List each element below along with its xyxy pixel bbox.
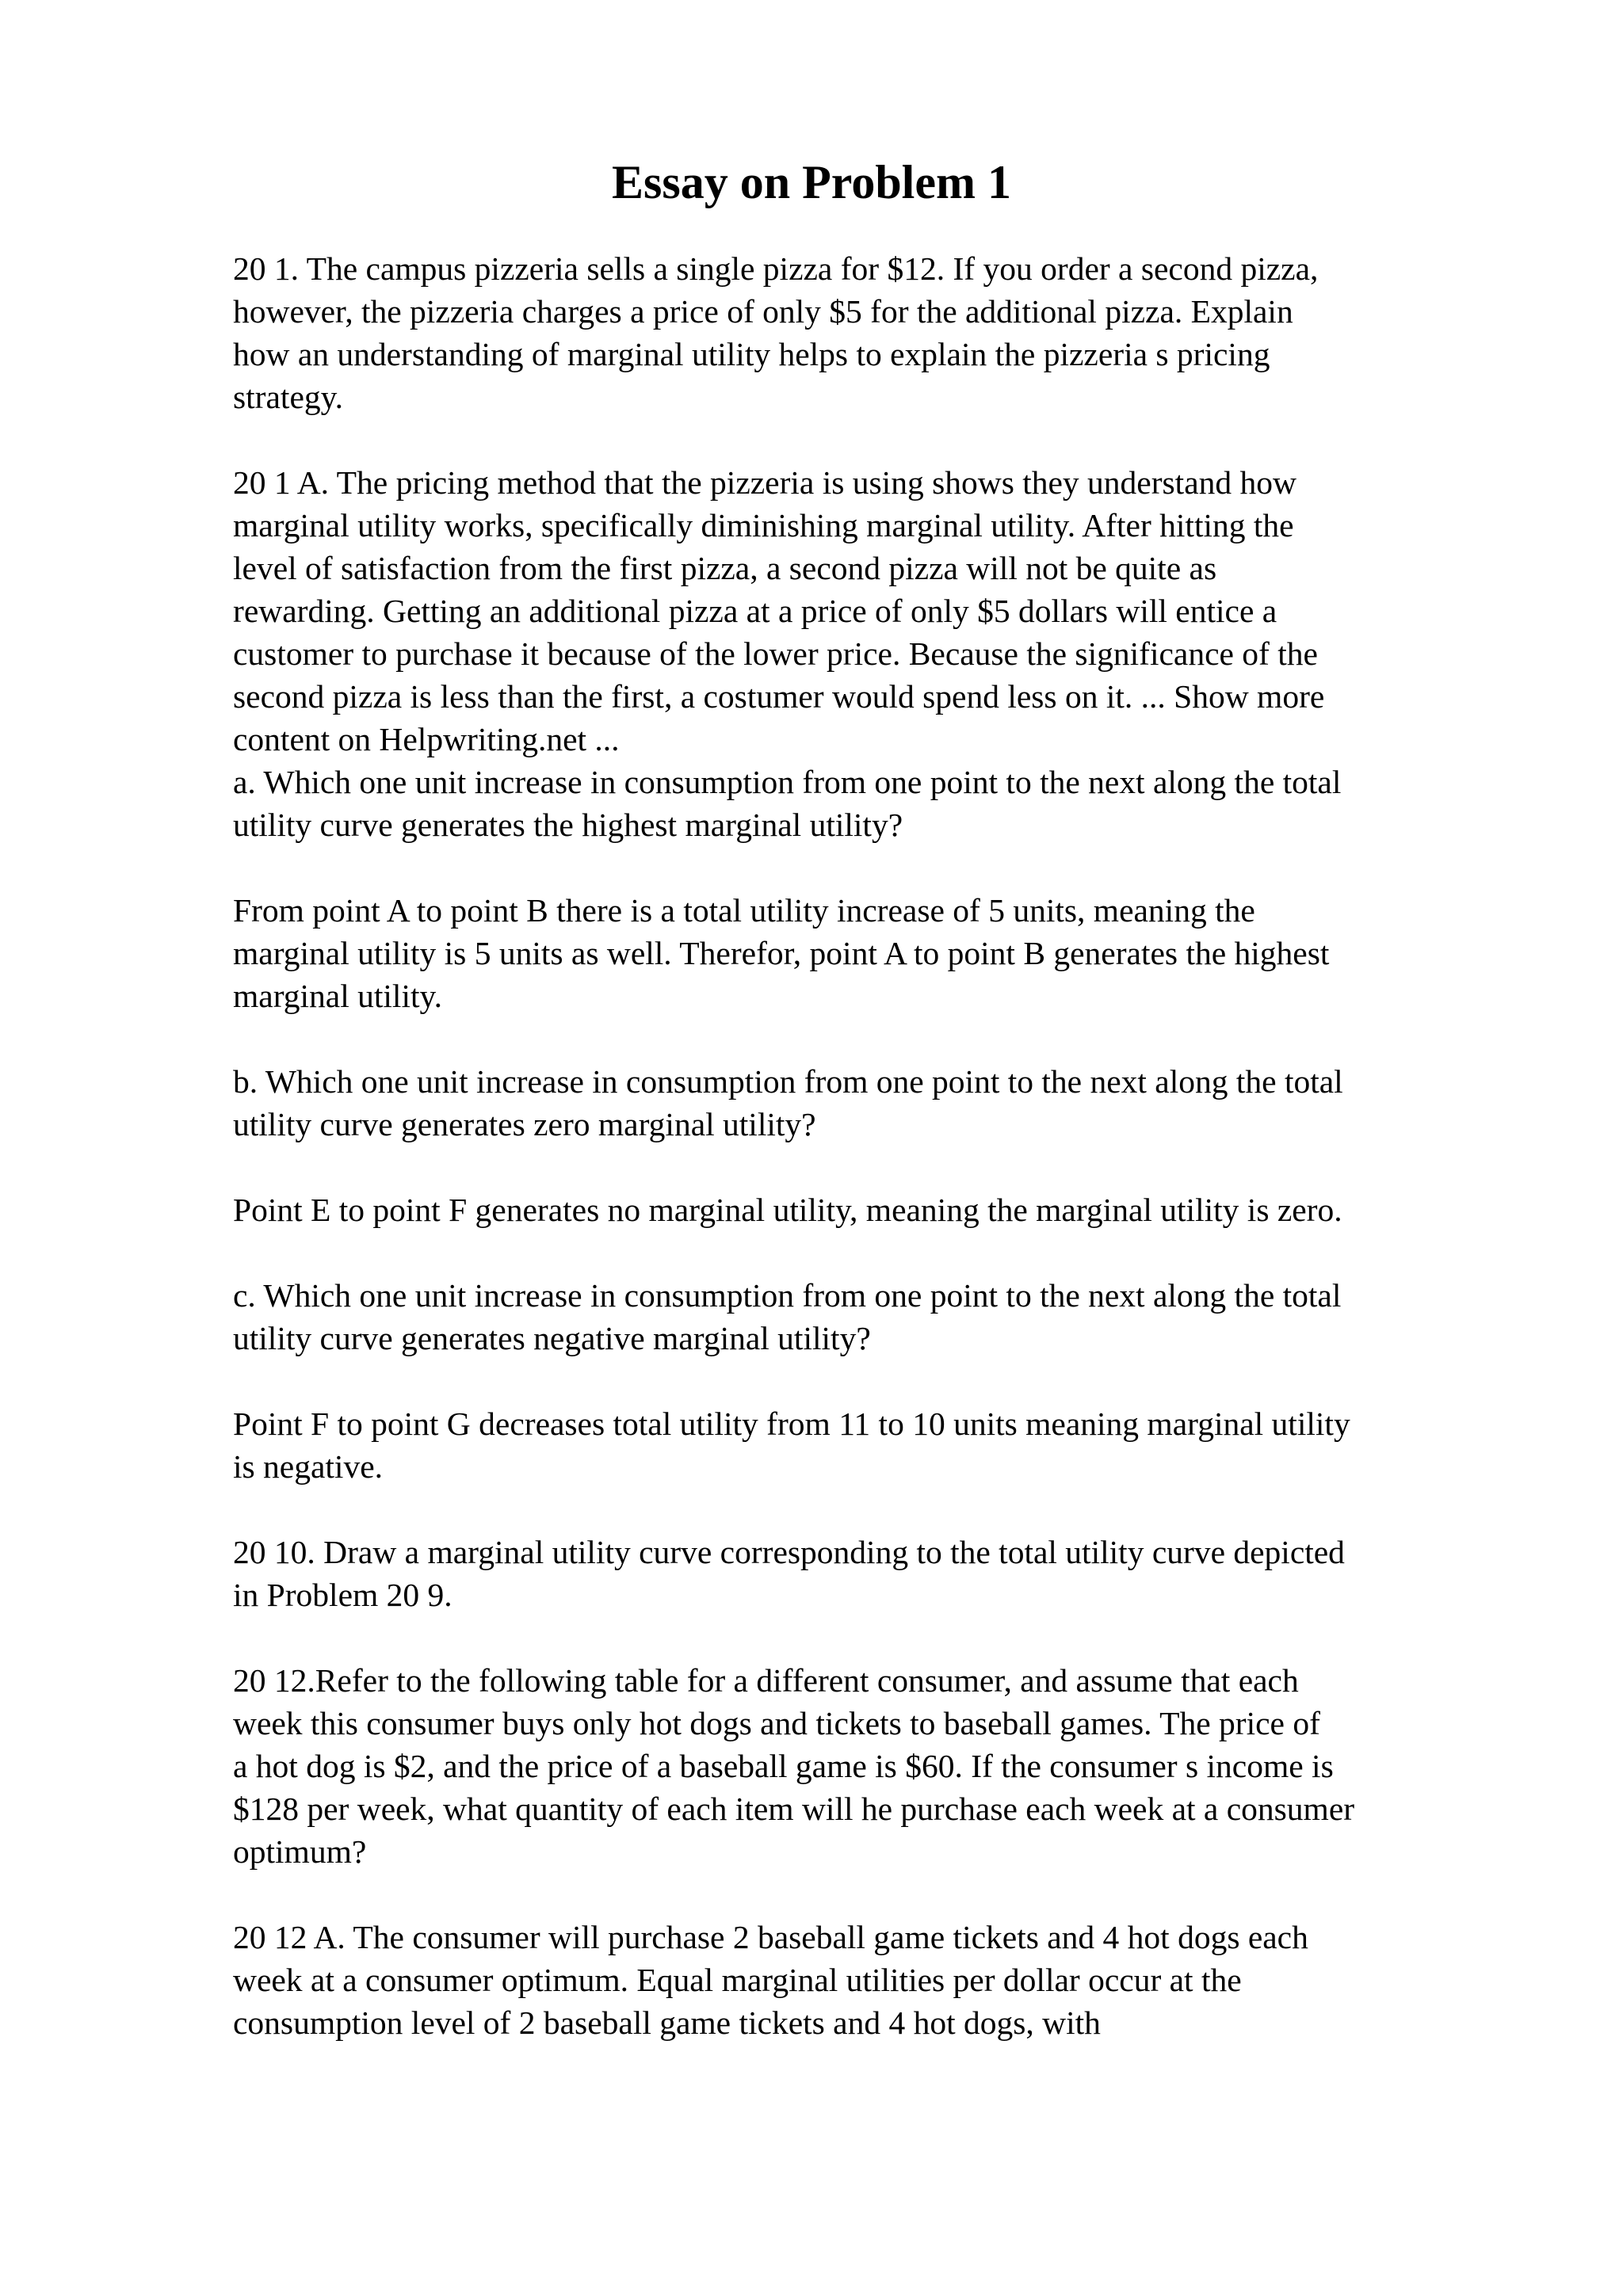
text-line: utility curve generates zero marginal utility? [233, 1106, 816, 1142]
text-line: 20 12 A. The consumer will purchase 2 baseball game tickets and 4 hot dogs each [233, 1919, 1308, 1955]
paragraph-question-20-10 [233, 1531, 1533, 1616]
text-line: marginal utility. [233, 978, 442, 1014]
text-line: Point E to point F generates no marginal utility, meaning the marginal utility is zero. [233, 1192, 1342, 1228]
text-line: $128 per week, what quantity of each item will he purchase each week at a consumer [233, 1791, 1355, 1827]
paragraph-question-b [233, 1060, 1533, 1146]
text-line: b. Which one unit increase in consumption from one point to the next along the total [233, 1063, 1343, 1100]
text-line: how an understanding of marginal utility helps to explain the pizzeria s pricing [233, 336, 1270, 372]
text-line: 20 1 A. The pricing method that the pizzeria is using shows they understand how [233, 464, 1296, 501]
text-line: utility curve generates negative marginal utility? [233, 1320, 871, 1356]
text-line: strategy. [233, 379, 344, 415]
text-line: c. Which one unit increase in consumption from one point to the next along the total [233, 1277, 1342, 1314]
page-title: Essay on Problem 1 [612, 156, 1011, 208]
text-line: in Problem 20 9. [233, 1577, 453, 1613]
paragraph-answer-20-12 [233, 1916, 1533, 2044]
text-line: level of satisfaction from the first pizza, a second pizza will not be quite as [233, 550, 1217, 586]
text-line: 20 12.Refer to the following table for a different consumer, and assume that each [233, 1662, 1299, 1699]
text-line: 20 10. Draw a marginal utility curve corresponding to the total utility curve depicted [233, 1534, 1345, 1570]
text-line: week at a consumer optimum. Equal marginal utilities per dollar occur at the [233, 1962, 1242, 1998]
text-line: a hot dog is $2, and the price of a baseball game is $60. If the consumer s income is [233, 1748, 1334, 1784]
paragraph-question-20-1 [233, 247, 1533, 418]
text-line: rewarding. Getting an additional pizza at a price of only $5 dollars will entice a [233, 593, 1277, 629]
text-line: is negative. [233, 1448, 383, 1485]
paragraph-question-a [233, 761, 1533, 846]
text-line: utility curve generates the highest marginal utility? [233, 807, 903, 843]
text-line: content on Helpwriting.net ... [233, 721, 620, 757]
text-line: Point F to point G decreases total utility from 11 to 10 units meaning marginal utility [233, 1405, 1350, 1442]
text-line: a. Which one unit increase in consumption from one point to the next along the total [233, 764, 1342, 800]
paragraph-answer-a [233, 889, 1533, 1017]
text-line: 20 1. The campus pizzeria sells a single pizza for $12. If you order a second pizza, [233, 250, 1319, 287]
text-line: optimum? [233, 1833, 367, 1870]
text-line: From point A to point B there is a total utility increase of 5 units, meaning the [233, 892, 1255, 929]
paragraph-question-c [233, 1274, 1533, 1360]
text-line: consumption level of 2 baseball game tickets and 4 hot dogs, with [233, 2004, 1101, 2041]
paragraph-answer-20-1 [233, 461, 1533, 761]
paragraph-answer-c [233, 1402, 1533, 1488]
document-body [233, 247, 1533, 2044]
paragraph-question-20-12 [233, 1659, 1533, 1873]
paragraph-answer-b [233, 1188, 1533, 1231]
text-line: marginal utility works, specifically diminishing marginal utility. After hitting the [233, 507, 1294, 543]
text-line: marginal utility is 5 units as well. Therefor, point A to point B generates the highest [233, 935, 1330, 971]
text-line: week this consumer buys only hot dogs and tickets to baseball games. The price of [233, 1705, 1320, 1741]
text-line: second pizza is less than the first, a costumer would spend less on it. ... Show more [233, 678, 1325, 715]
text-line: customer to purchase it because of the lower price. Because the significance of the [233, 635, 1318, 672]
text-line: however, the pizzeria charges a price of only $5 for the additional pizza. Explain [233, 293, 1293, 330]
